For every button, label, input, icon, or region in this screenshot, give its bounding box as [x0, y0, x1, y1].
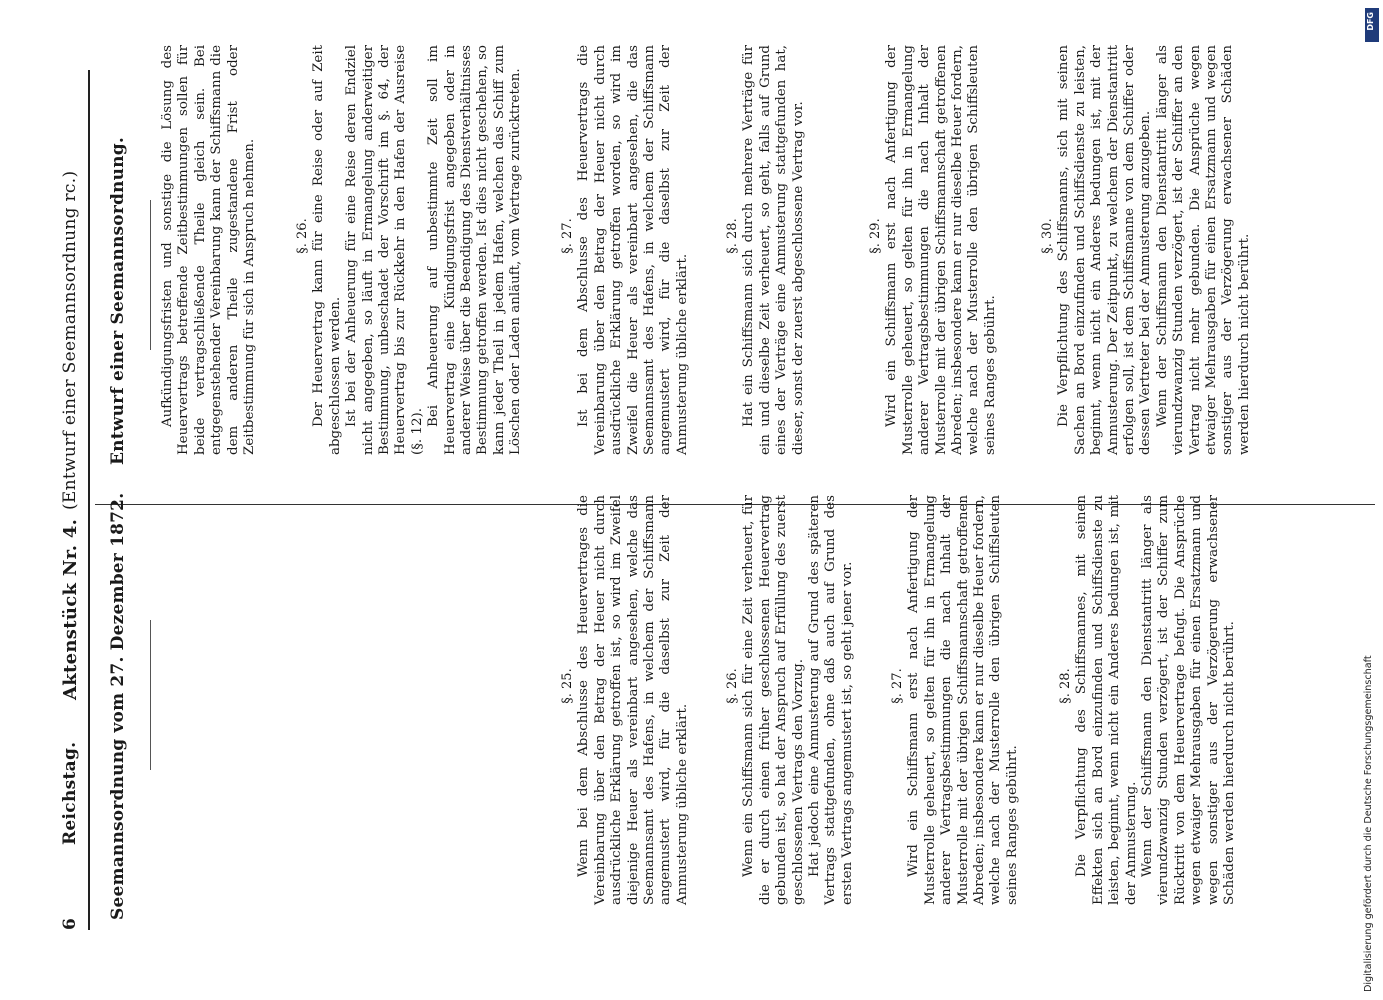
header-rule — [88, 70, 90, 930]
section-paragraph: Die Verpflichtung des Schiffsmannes, mit seinen Effekten sich an Bord einzufinden und Schiffsdienste zu leisten, beginnt, wenn nicht ein Anderes bedungen ist, mit der Anmusterung. — [1074, 495, 1139, 905]
right-intro — [160, 45, 258, 455]
section-paragraph: Hat ein Schiffsmann sich durch mehrere Verträge für ein und dieselbe Zeit verheuert, so geht, falls auf Grund eines der Verträge eine Anmusterung stattgefunden hat, dieser, sonst der zuerst abgeschlossene Vertrag vor. — [741, 45, 806, 455]
header-entwurf: (Entwurf einer Seemannsordnung rc.) — [60, 170, 80, 510]
right-section-29 — [868, 45, 999, 455]
section-paragraph: Bei Anheuerung auf unbestimmte Zeit soll im Heuervertrag eine Kündigungsfrist angegeben oder in anderer Weise über die Beendigung des Dienstverhältnisses Bestimmung getroffen werden. Ist dies nicht geschehen, so kann jeder Theil in jedem Hafen, welchen das Schiff zum Löschen oder Laden anläuft, vom Vertrage zurücktreten. — [426, 45, 524, 455]
section-paragraph: Hat jedoch eine Anmusterung auf Grund des späteren Vertrags stattgefunden, ohne daß auch auf Grund des ersten Vertrags angemustert ist, so geht jener vor. — [807, 495, 855, 905]
funding-note — [1363, 8, 1377, 992]
section-heading: §. 29. — [868, 218, 883, 254]
section-paragraph: Wenn ein Schiffsmann sich für eine Zeit verheuert, für die er durch einen früher geschlossenen Heuervertrag gebunden ist, so hat der Anspruch auf Erfüllung des zuerst geschlossenen Vertrags den Vorzug. — [741, 495, 806, 905]
header-aktenstueck: Aktenstück Nr. 4. — [60, 518, 81, 700]
left-column-title: Seemannsordnung vom 27. Dezember 1872. — [108, 492, 128, 920]
section-paragraph: Wenn der Schiffsmann den Dienstantritt länger als vierundzwanzig Stunden verzögert, ist der Schiffer an den Vertrag nicht mehr gebunden. Die Ansprüche wegen etwaiger Mehrausgaben für einen Ersatzmann und wegen sonstiger aus der Verzögerung erwachsener Schäden werden hierdurch nicht berührt. — [1154, 45, 1252, 455]
section-heading: §. 28. — [1058, 668, 1073, 704]
section-paragraph: Wird ein Schiffsmann erst nach Anfertigung der Musterrolle geheuert, so gelten für ihn in Ermangelung anderer Vertragsbestimmungen die nach Inhalt der Musterrolle mit der übrigen Schiffsmannschaft getroffenen Abreden; insbesondere kann er nur dieselbe Heuer fordern, welche nach der Musterrolle den übrigen Schiffsleuten seines Ranges gebührt. — [884, 45, 998, 455]
section-heading: §. 26. — [725, 668, 740, 704]
left-section-26 — [725, 495, 856, 905]
right-title-rule — [150, 200, 151, 350]
right-section-26 — [295, 45, 525, 455]
page-header — [60, 70, 90, 930]
left-section-27 — [890, 495, 1021, 905]
section-paragraph: Ist bei der Anheuerung für eine Reise deren Endziel nicht angegeben, so läuft in Ermangelung anderweitiger Bestimmung, unbeschadet der Vorschrift im §. 64, der Heuervertrag bis zur Rückkehr in den Hafen der Ausreise (§. 12). — [344, 45, 425, 455]
section-paragraph: Ist bei dem Abschlusse des Heuervertrags die Vereinbarung über den Betrag der Heuer nicht durch ausdrückliche Erklärung getroffen worden, so wird im Zweifel die Heuer als vereinbart angesehen, die das Seemannsamt des Hafens, in welchem der Schiffsmann angemustert wird, für die daselbst zur Zeit der Anmusterung übliche erklärt. — [576, 45, 690, 455]
intro-paragraph: Aufkündigungsfristen und sonstige die Lösung des Heuervertrags betreffende Zeitbestimmungen sollen für beide vertragschließende Theile gleich sein. Bei entgegenstehender Vereinbarung kann der Schiffsmann die dem anderen Theile zugestandene Frist oder Zeitbestimmung für sich in Anspruch nehmen. — [160, 45, 258, 455]
right-section-27 — [560, 45, 691, 455]
section-paragraph: Die Verpflichtung des Schiffsmanns, sich mit seinen Sachen an Bord einzufinden und Schiffsdienste zu leisten, beginnt, wenn nicht ein Anderes bedungen ist, mit der Anmusterung. Der Zeitpunkt, zu welchem der Dienstantritt erfolgen soll, ist dem Schiffsmanne von dem Schiffer oder dessen Vertreter bei der Anmusterung anzugeben. — [1056, 45, 1154, 455]
section-heading: §. 30. — [1040, 218, 1055, 254]
page-number: 6 — [60, 917, 80, 930]
header-reichstag: Reichstag. — [60, 741, 80, 845]
section-heading: §. 28. — [725, 218, 740, 254]
section-paragraph: Der Heuervertrag kann für eine Reise oder auf Zeit abgeschlossen werden. — [311, 45, 343, 455]
dfg-logo — [1365, 8, 1379, 42]
section-paragraph: Wenn der Schiffsmann den Dienstantritt länger als vierundzwanzig Stunden verzögert, ist der Schiffer zum Rücktritt von dem Heuervertrage befugt. Die Ansprüche wegen etwaiger Mehrausgaben für einen Ersatzmann und wegen sonstiger aus der Verzögerung erwachsener Schäden werden hierdurch nicht berührt. — [1140, 495, 1238, 905]
right-column-title: Entwurf einer Seemannsordnung. — [108, 137, 128, 465]
funding-note-text: Digitalisierung gefördert durch die Deutsche Forschungsgemeinschaft — [1363, 655, 1374, 992]
dfg-logo-text: DFG — [1366, 12, 1375, 31]
section-heading: §. 27. — [890, 668, 905, 704]
left-section-25 — [560, 495, 691, 905]
section-paragraph: Wird ein Schiffsmann erst nach Anfertigung der Musterrolle geheuert, so gelten für ihn in Ermangelung anderer Vertragsbestimmungen die nach Inhalt der Musterrolle mit der übrigen Schiffsmannschaft getroffenen Abreden; insbesondere kann er nur dieselbe Heuer fordern, welche nach der Musterrolle den übrigen Schiffsleuten seines Ranges gebührt. — [906, 495, 1020, 905]
left-section-28 — [1058, 495, 1238, 905]
section-heading: §. 25. — [560, 668, 575, 704]
section-heading: §. 26. — [295, 218, 310, 254]
right-section-28 — [725, 45, 807, 455]
left-title-rule — [150, 620, 151, 770]
right-section-30 — [1040, 45, 1253, 455]
section-heading: §. 27. — [560, 218, 575, 254]
section-paragraph: Wenn bei dem Abschlusse des Heuervertrages die Vereinbarung über den Betrag der Heuer nicht durch ausdrückliche Erklärung getroffen ist, so wird im Zweifel diejenige Heuer als vereinbart angesehen, welche das Seemannsamt des Hafens, in welchem der Schiffsmann angemustert wird, für die daselbst zur Zeit der Anmusterung übliche erklärt. — [576, 495, 690, 905]
